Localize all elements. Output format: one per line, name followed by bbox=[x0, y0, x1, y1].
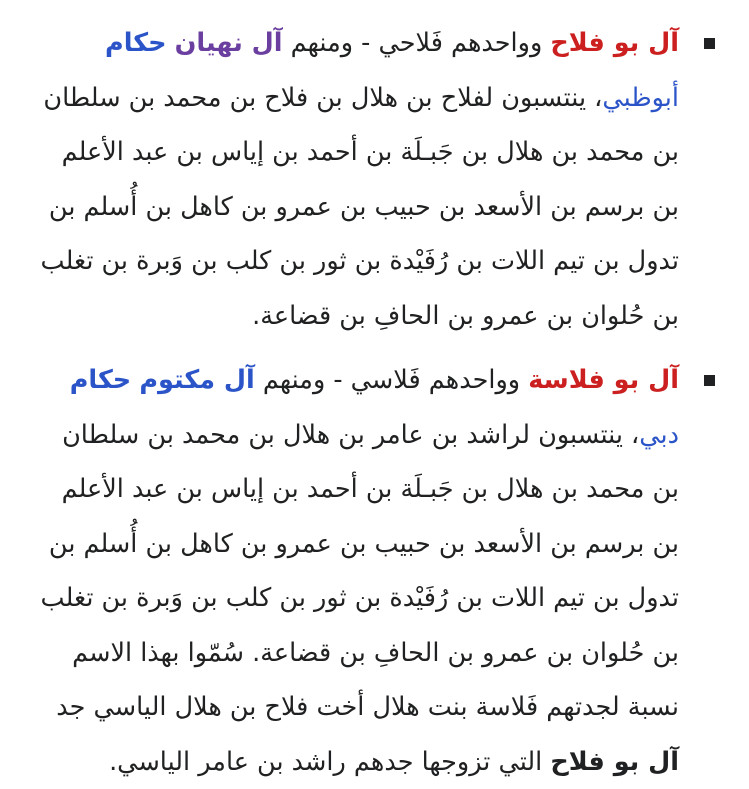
list-item-al-bu-falah bbox=[28, 16, 721, 343]
list-item-al-bu-falasa bbox=[28, 353, 721, 789]
lineage-text: ، ينتسبون لراشد بن عامر بن هلال بن محمد بن سلطان بن محمد بن هلال بن جَبـلَة بن أحمد بن إياس بن عبد الأعلم بن برسم بن الأسعد بن حبيب بن عمرو بن كاهل بن أُسلم بن تدول بن تيم اللات بن رُفَيْدة بن ثور بن كلب بن وَبرة بن تغلب بن حُلوان بن عمرو بن الحافِ بن قضاعة. سُمّوا بهذا الاسم نسبة لجدتهم فَلاسة بنت هلال أخت فلاح بن هلال الياسي جد bbox=[40, 419, 679, 722]
ruling-family-link[interactable]: آل نهيان bbox=[174, 28, 283, 58]
place-link[interactable]: دبي bbox=[639, 419, 679, 450]
ruling-family-link[interactable]: آل مكتوم bbox=[139, 365, 255, 395]
place-link[interactable]: أبوظبي bbox=[602, 82, 679, 113]
bold-reference: آل بو فلاح bbox=[550, 746, 679, 777]
entry-text: وواحدهم فَلاحي - ومنهم bbox=[282, 28, 551, 58]
closing-text: التي تزوجها جدهم راشد بن عامر الياسي. bbox=[109, 746, 551, 777]
entry-space bbox=[167, 28, 175, 58]
lineage-text: ، ينتسبون لفلاح بن هلال بن فلاح بن محمد بن سلطان بن محمد بن هلال بن جَبـلَة بن أحمد بن إياس بن عبد الأعلم بن برسم بن الأسعد بن حبيب بن عمرو بن كاهل بن أُسلم بن تدول بن تيم اللات بن رُفَيْدة بن ثور بن كلب بن وَبرة بن تغلب بن حُلوان بن عمرو بن الحافِ بن قضاعة. bbox=[40, 82, 679, 331]
entry-text: وواحدهم فَلاسي - ومنهم bbox=[254, 365, 529, 395]
rulers-link[interactable]: حكام bbox=[69, 365, 132, 395]
bullet-icon bbox=[704, 38, 715, 49]
rulers-link[interactable]: حكام bbox=[105, 28, 167, 58]
bullet-icon bbox=[704, 375, 715, 386]
tribe-name-link[interactable]: آل بو فلاح bbox=[550, 28, 679, 58]
tribe-name-link[interactable]: آل بو فلاسة bbox=[528, 365, 679, 395]
